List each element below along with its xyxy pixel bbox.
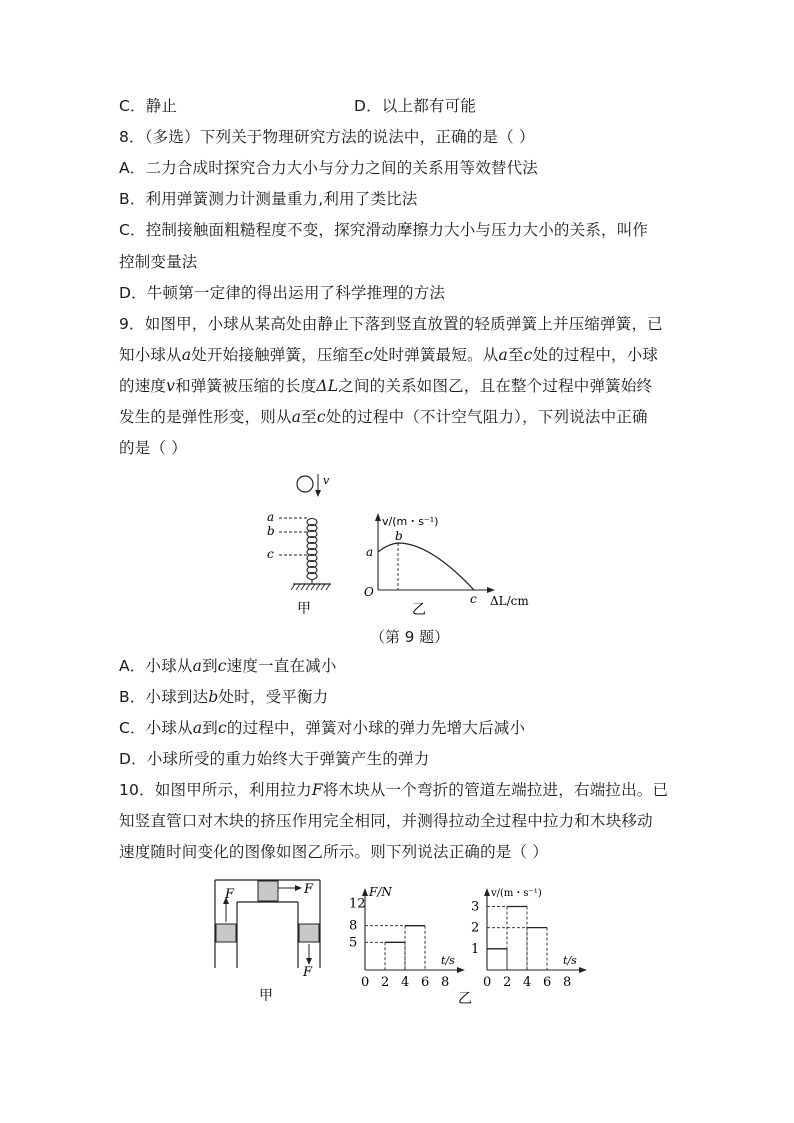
y-tick-label: 8 — [349, 918, 358, 934]
q9-stem-line3: 的速度v和弹簧被压缩的长度ΔL之间的关系如图乙，且在整个过程中弹簧始终 — [119, 377, 653, 395]
q9-stem-line4: 发生的是弹性形变，则从a至c处的过程中（不计空气阻力），下列说法中正确 — [119, 408, 648, 426]
block-right — [299, 924, 319, 942]
point-a-label: a — [366, 545, 374, 559]
figure-yi-label: 乙 — [412, 602, 426, 618]
figure-jia-label: 甲 — [259, 988, 273, 1004]
q8-option-b: B．利用弹簧测力计测量重力,利用了类比法 — [119, 190, 418, 208]
q8-option-c: C．控制接触面粗糙程度不变，探究滑动摩擦力大小与压力大小的关系，叫作 — [119, 221, 649, 239]
q8-option-d: D．牛顿第一定律的得出运用了科学推理的方法 — [119, 284, 446, 302]
level-a-label: a — [267, 510, 275, 524]
q9-option-d: D．小球所受的重力始终大于弹簧产生的弹力 — [119, 750, 430, 768]
y-tick-label: 3 — [471, 899, 480, 915]
y-axis-arrow — [362, 888, 368, 896]
q9-option-c: C．小球从a到c的过程中，弹簧对小球的弹力先增大后减小 — [119, 719, 526, 737]
q8-stem: 8．（多选）下列关于物理研究方法的说法中，正确的是（ ） — [119, 128, 535, 146]
ball — [297, 476, 313, 492]
force-time-chart — [349, 885, 465, 990]
x-axis-label: t/s — [563, 954, 577, 967]
x-tick-label: 8 — [441, 975, 450, 990]
y-axis-label: v/(m・s⁻¹) — [491, 888, 542, 899]
force-label-left: F — [225, 887, 235, 902]
x-tick-label: 0 — [483, 975, 492, 990]
x-tick-label: 0 — [361, 975, 370, 990]
x-tick-label: 4 — [401, 975, 410, 990]
y-axis-arrow — [484, 888, 490, 896]
x-tick-label: 8 — [563, 975, 572, 990]
q8-option-c-cont: 控制变量法 — [119, 253, 198, 271]
point-c-label: c — [470, 592, 477, 606]
q9-stem-line2: 知小球从a处开始接触弹簧，压缩至c处时弹簧最短。从a至c处的过程中，小球 — [119, 346, 659, 364]
q9-figure-yi — [360, 510, 535, 620]
y-axis-label: v/(m・s⁻¹) — [382, 515, 439, 528]
y-axis-label: F/N — [369, 885, 392, 899]
q7-option-c: C．静止 — [119, 97, 178, 115]
x-tick-label: 6 — [543, 975, 552, 990]
q7-option-d: D．以上都有可能 — [354, 97, 477, 115]
x-axis-arrow — [579, 967, 587, 973]
level-b-label: b — [267, 524, 275, 538]
q9-option-a: A．小球从a到c速度一直在减小 — [119, 657, 337, 675]
figure-yi-label: 乙 — [458, 991, 472, 1007]
x-tick-label: 6 — [421, 975, 430, 990]
q10-stem-line1: 10．如图甲所示，利用拉力F将木块从一个弯折的管道左端拉进，右端拉出。已 — [119, 781, 669, 799]
q9-stem-line1: 9．如图甲，小球从某高处由静止下落到竖直放置的轻质弹簧上并压缩弹簧，已 — [119, 315, 663, 333]
q10-figure-yi — [340, 870, 585, 1005]
level-c-label: c — [267, 547, 274, 561]
q10-stem-line3: 速度随时间变化的图像如图乙所示。则下列说法正确的是（ ） — [119, 843, 549, 861]
q9-stem-line5: 的是（ ） — [119, 439, 187, 457]
q9-figure-jia — [255, 470, 345, 620]
velocity-time-chart — [471, 888, 587, 990]
force-label-top: F — [304, 882, 314, 897]
figure-jia-label: 甲 — [297, 601, 311, 617]
q10-stem-line2: 知竖直管口对木块的挤压作用完全相同，并测得拉动全过程中拉力和木块移动 — [119, 812, 653, 830]
q10-figure-jia — [205, 874, 330, 1004]
spring — [307, 519, 317, 585]
x-tick-label: 2 — [381, 975, 390, 990]
point-b-label: b — [395, 529, 403, 543]
force-arrow-down — [306, 958, 312, 965]
x-tick-label: 2 — [503, 975, 512, 990]
q9-option-b: B．小球到达b处时，受平衡力 — [119, 688, 329, 706]
velocity-curve — [378, 543, 474, 590]
q8-option-a: A．二力合成时探究合力大小与分力之间的关系用等效替代法 — [119, 159, 539, 177]
block-left — [216, 924, 236, 942]
origin-label: O — [364, 585, 374, 599]
x-axis-label: t/s — [441, 954, 455, 967]
y-tick-label: 5 — [349, 935, 358, 951]
block-top — [258, 881, 278, 901]
y-tick-label: 12 — [349, 896, 366, 912]
q9-figure-caption: （第 9 题） — [370, 628, 450, 646]
x-axis-label: ΔL/cm — [490, 594, 529, 608]
force-label-right: F — [303, 965, 313, 980]
x-axis-arrow — [457, 967, 465, 973]
x-tick-label: 4 — [523, 975, 532, 990]
force-arrow-right — [295, 885, 302, 891]
y-tick-label: 1 — [471, 941, 480, 957]
y-tick-label: 2 — [471, 920, 480, 936]
velocity-label: v — [323, 474, 330, 487]
